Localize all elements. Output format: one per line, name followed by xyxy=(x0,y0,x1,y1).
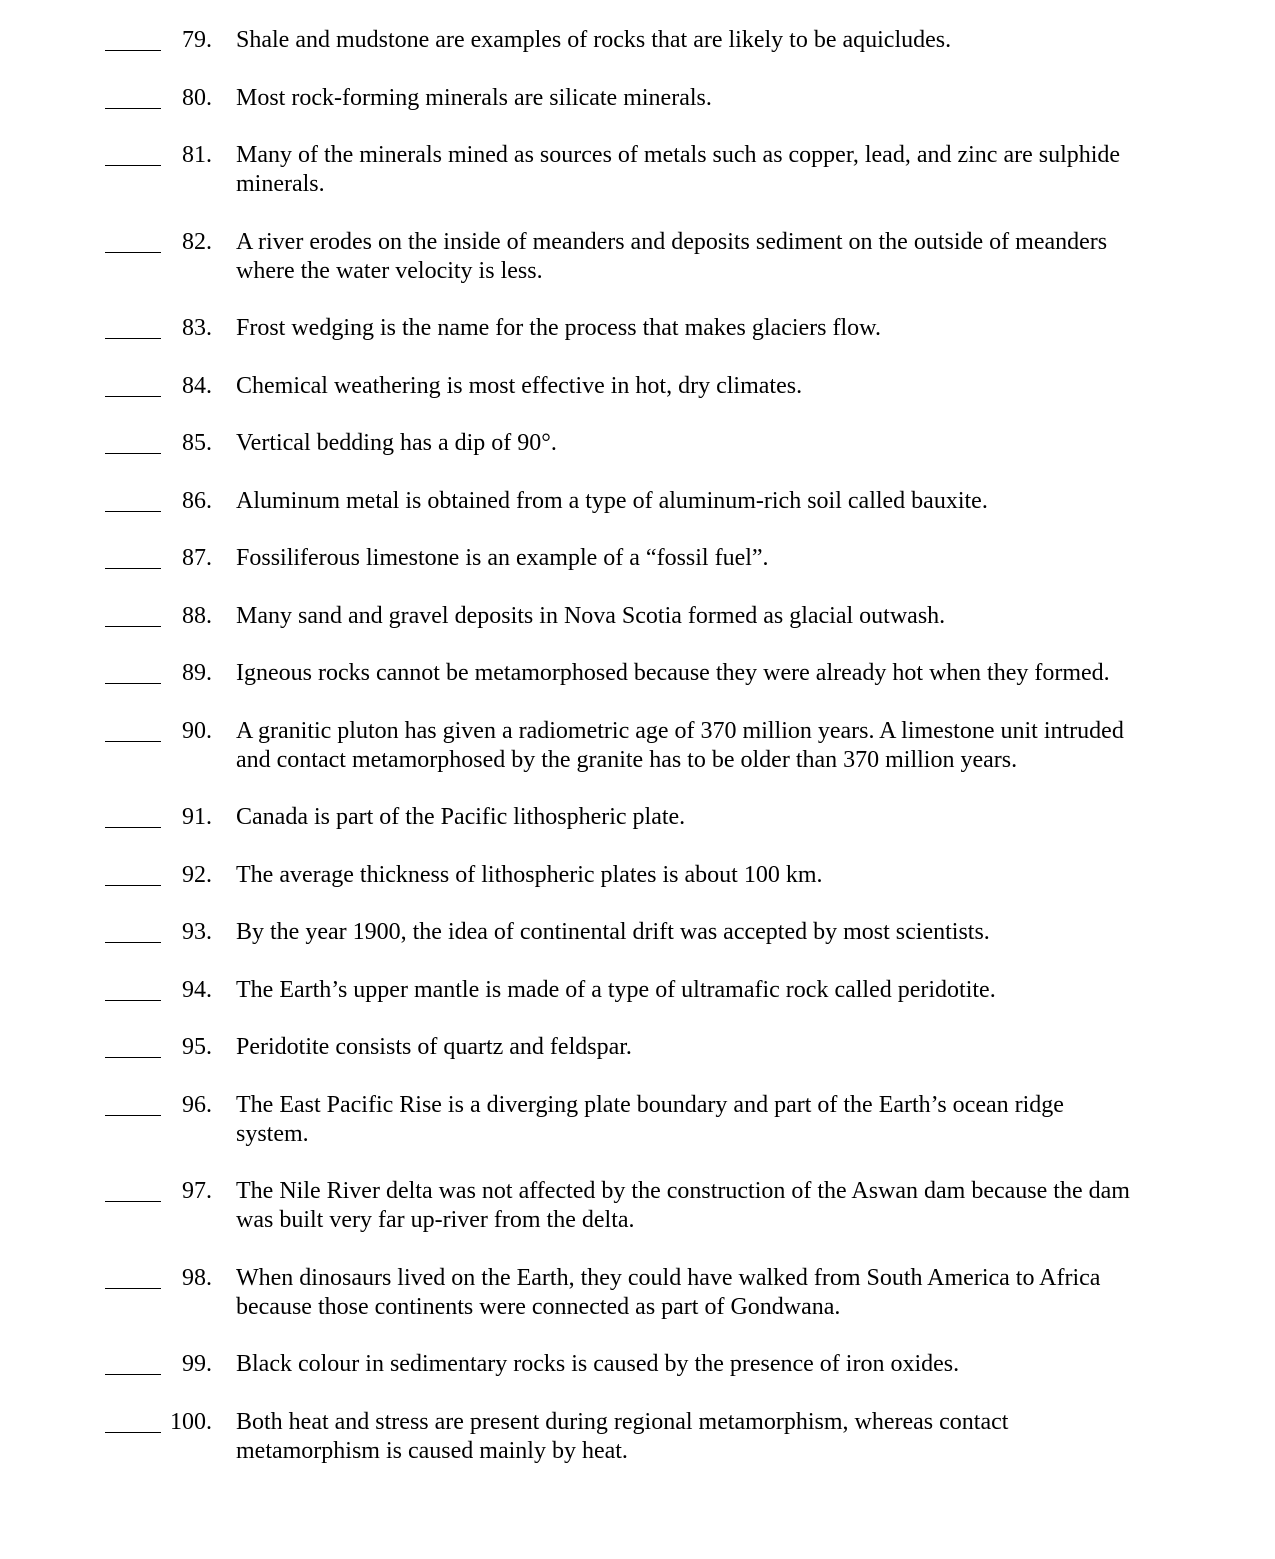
question-text xyxy=(236,717,1186,775)
question-text xyxy=(236,26,1186,55)
question-text xyxy=(236,1408,1186,1466)
question-text-line: minerals. xyxy=(236,171,325,197)
question-text-line: Shale and mudstone are examples of rocks that are likely to be aquicludes. xyxy=(236,27,952,53)
question-text-line: system. xyxy=(236,1120,309,1147)
question-text xyxy=(236,803,1186,832)
question-number: 92. xyxy=(182,861,212,888)
question-text xyxy=(236,1264,1186,1322)
question-number: 82. xyxy=(182,228,212,255)
question-text-line: Vertical bedding has a dip of 90°. xyxy=(236,430,557,456)
question-number: 91. xyxy=(182,804,212,830)
question-text-line: The East Pacific Rise is a diverging plate boundary and part of the Earth’s ocean ridge xyxy=(236,1091,1064,1118)
question-text xyxy=(236,487,1186,516)
question-text xyxy=(236,141,1186,199)
question-number: 100. xyxy=(170,1408,212,1435)
question-text xyxy=(236,602,1186,631)
question-text xyxy=(236,84,1186,113)
question-text xyxy=(236,429,1186,458)
question-number: 98. xyxy=(182,1264,212,1291)
question-number: 84. xyxy=(182,372,212,399)
question-text-line: Frost wedging is the name for the process that makes glaciers flow. xyxy=(236,315,881,341)
question-text-line: Canada is part of the Pacific lithospheric plate. xyxy=(236,804,686,830)
question-text-line: Most rock-forming minerals are silicate minerals. xyxy=(236,84,712,111)
question-text-line: Many sand and gravel deposits in Nova Scotia formed as glacial outwash. xyxy=(236,602,946,629)
question-text-line: Chemical weathering is most effective in hot, dry climates. xyxy=(236,372,803,399)
question-number: 95. xyxy=(182,1034,212,1060)
question-text-line: metamorphism is caused mainly by heat. xyxy=(236,1437,628,1464)
question-number: 94. xyxy=(182,976,212,1003)
question-number: 86. xyxy=(182,487,212,514)
question-number: 89. xyxy=(182,660,212,686)
question-text xyxy=(236,861,1186,890)
question-number: 81. xyxy=(182,142,212,168)
question-text-line: By the year 1900, the idea of continental drift was accepted by most scientists. xyxy=(236,919,990,945)
question-number: 80. xyxy=(182,84,212,111)
question-text-line: Many of the minerals mined as sources of metals such as copper, lead, and zinc are sulphide xyxy=(236,142,1121,168)
question-number: 79. xyxy=(182,27,212,53)
question-text-line: When dinosaurs lived on the Earth, they could have walked from South America to Africa xyxy=(236,1264,1101,1291)
question-text-line: because those continents were connected as part of Gondwana. xyxy=(236,1293,841,1320)
question-text xyxy=(236,659,1186,688)
question-text xyxy=(236,1033,1186,1062)
question-text xyxy=(236,314,1186,343)
question-text-line: The average thickness of lithospheric plates is about 100 km. xyxy=(236,861,823,888)
question-text xyxy=(236,544,1186,573)
question-number: 97. xyxy=(182,1178,212,1204)
question-text-line: The Earth’s upper mantle is made of a type of ultramafic rock called peridotite. xyxy=(236,976,996,1003)
question-text-line: where the water velocity is less. xyxy=(236,257,543,284)
question-text-line: Black colour in sedimentary rocks is caused by the presence of iron oxides. xyxy=(236,1351,960,1377)
question-text xyxy=(236,372,1186,401)
question-text-line: A river erodes on the inside of meanders and deposits sediment on the outside of meanders xyxy=(236,228,1108,255)
question-number: 96. xyxy=(182,1091,212,1118)
question-text-line: Peridotite consists of quartz and feldspar. xyxy=(236,1034,632,1060)
question-text-line: and contact metamorphosed by the granite has to be older than 370 million years. xyxy=(236,746,1018,773)
question-text-line: A granitic pluton has given a radiometric age of 370 million years. A limestone unit intruded xyxy=(236,717,1124,744)
question-text xyxy=(236,918,1186,947)
question-text-line: Aluminum metal is obtained from a type of aluminum-rich soil called bauxite. xyxy=(236,487,988,514)
question-number: 99. xyxy=(182,1351,212,1377)
question-number: 88. xyxy=(182,602,212,629)
question-text-line: The Nile River delta was not affected by the construction of the Aswan dam because the dam xyxy=(236,1178,1130,1204)
question-text xyxy=(236,1350,1186,1379)
question-number: 93. xyxy=(182,919,212,945)
question-text xyxy=(236,1177,1186,1235)
question-number: 83. xyxy=(182,315,212,341)
question-text-line: was built very far up-river from the delta. xyxy=(236,1207,635,1233)
question-number: 90. xyxy=(182,717,212,744)
question-text-line: Fossiliferous limestone is an example of a “fossil fuel”. xyxy=(236,545,769,571)
question-text xyxy=(236,228,1186,286)
question-text-line: Both heat and stress are present during regional metamorphism, whereas contact xyxy=(236,1408,1009,1435)
question-number: 87. xyxy=(182,545,212,571)
question-text xyxy=(236,1091,1186,1149)
question-text xyxy=(236,976,1186,1005)
question-number: 85. xyxy=(182,430,212,456)
question-text-line: Igneous rocks cannot be metamorphosed because they were already hot when they formed. xyxy=(236,660,1110,686)
